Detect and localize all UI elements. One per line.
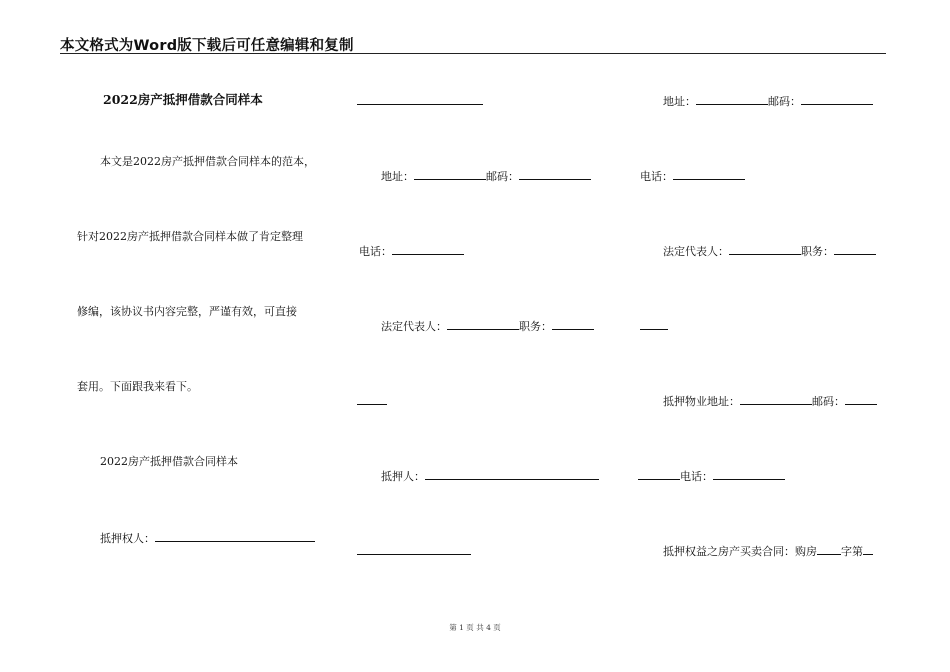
mortgagee-legal-rep-line — [381, 318, 594, 334]
mortgagee-label: 抵押权人： — [100, 532, 155, 545]
mid-blank-line — [640, 318, 668, 334]
col2-blank-line — [357, 393, 387, 409]
legal-rep-blank-3[interactable] — [729, 243, 801, 255]
col2-bottom-blank[interactable] — [357, 543, 471, 555]
legal-rep-label-3: 法定代表人： — [663, 245, 729, 258]
phone-label-2: 电话： — [640, 170, 673, 183]
mortgagor-label: 抵押人： — [381, 470, 425, 483]
contract-subtitle: 2022房产抵押借款合同样本 — [100, 455, 238, 468]
mortgagor-line — [381, 468, 599, 484]
intro-paragraph-line-4: 套用。下面跟我来看下。 — [77, 380, 198, 393]
purchase-contract-label: 抵押权益之房产买卖合同：购房 — [663, 545, 817, 558]
postcode-blank[interactable] — [519, 168, 591, 180]
header-divider — [60, 53, 886, 54]
continuation-blank[interactable] — [357, 393, 387, 405]
phone-label: 电话： — [359, 245, 392, 258]
mortgagee-address-line — [381, 168, 591, 184]
intro-paragraph-line-2: 针对2022房产抵押借款合同样本做了肯定整理 — [77, 230, 303, 243]
mortgagee-phone-line — [359, 243, 464, 259]
legal-rep-label: 法定代表人： — [381, 320, 447, 333]
col2-top-blank[interactable] — [357, 93, 483, 105]
mortgagor-tail-blank[interactable] — [638, 468, 680, 480]
address-blank-3[interactable] — [696, 93, 768, 105]
position-blank[interactable] — [552, 318, 594, 330]
col3-legal-rep-line — [663, 243, 876, 259]
postcode-blank-3[interactable] — [801, 93, 873, 105]
mortgagor-phone-line — [640, 168, 745, 184]
address-label-3: 地址： — [663, 95, 696, 108]
postcode-label: 邮码： — [486, 170, 519, 183]
mid-continuation-blank[interactable] — [640, 318, 668, 330]
postcode-label-4: 邮码： — [812, 395, 845, 408]
legal-rep-blank[interactable] — [447, 318, 519, 330]
property-address-blank[interactable] — [740, 393, 812, 405]
phone-blank-3[interactable] — [713, 468, 785, 480]
page-number: 第 1 页 共 4 页 — [449, 623, 501, 632]
purchase-contract-suffix: 字第 — [841, 545, 863, 558]
property-address-label: 抵押物业地址： — [663, 395, 740, 408]
phone-blank-2[interactable] — [673, 168, 745, 180]
intro-paragraph-line-3: 修编，该协议书内容完整，严谨有效，可直接 — [77, 305, 297, 318]
mortgagor-blank[interactable] — [425, 468, 599, 480]
phone-label-3: 电话： — [680, 470, 713, 483]
purchase-contract-number-blank[interactable] — [863, 543, 873, 555]
phone-blank[interactable] — [392, 243, 464, 255]
postcode-label-3: 邮码： — [768, 95, 801, 108]
header-title: 本文格式为Word版下载后可任意编辑和复制 — [60, 38, 354, 54]
purchase-contract-line — [663, 543, 873, 559]
intro-paragraph-line-1: 本文是2022房产抵押借款合同样本的范本， — [100, 155, 315, 168]
mortgagee-line — [100, 530, 315, 546]
mortgagor-phone-line-2 — [638, 468, 785, 484]
address-blank[interactable] — [414, 168, 486, 180]
property-address-line — [663, 393, 877, 409]
position-label: 职务： — [519, 320, 552, 333]
postcode-blank-4[interactable] — [845, 393, 877, 405]
address-label: 地址： — [381, 170, 414, 183]
col3-address-line — [663, 93, 873, 109]
col2-top-line — [357, 93, 483, 109]
purchase-contract-blank[interactable] — [817, 543, 841, 555]
mortgagee-blank[interactable] — [155, 530, 315, 542]
document-title: 2022房产抵押借款合同样本 — [103, 92, 263, 107]
position-label-3: 职务： — [801, 245, 834, 258]
position-blank-3[interactable] — [834, 243, 876, 255]
col2-bottom-line — [357, 543, 471, 559]
